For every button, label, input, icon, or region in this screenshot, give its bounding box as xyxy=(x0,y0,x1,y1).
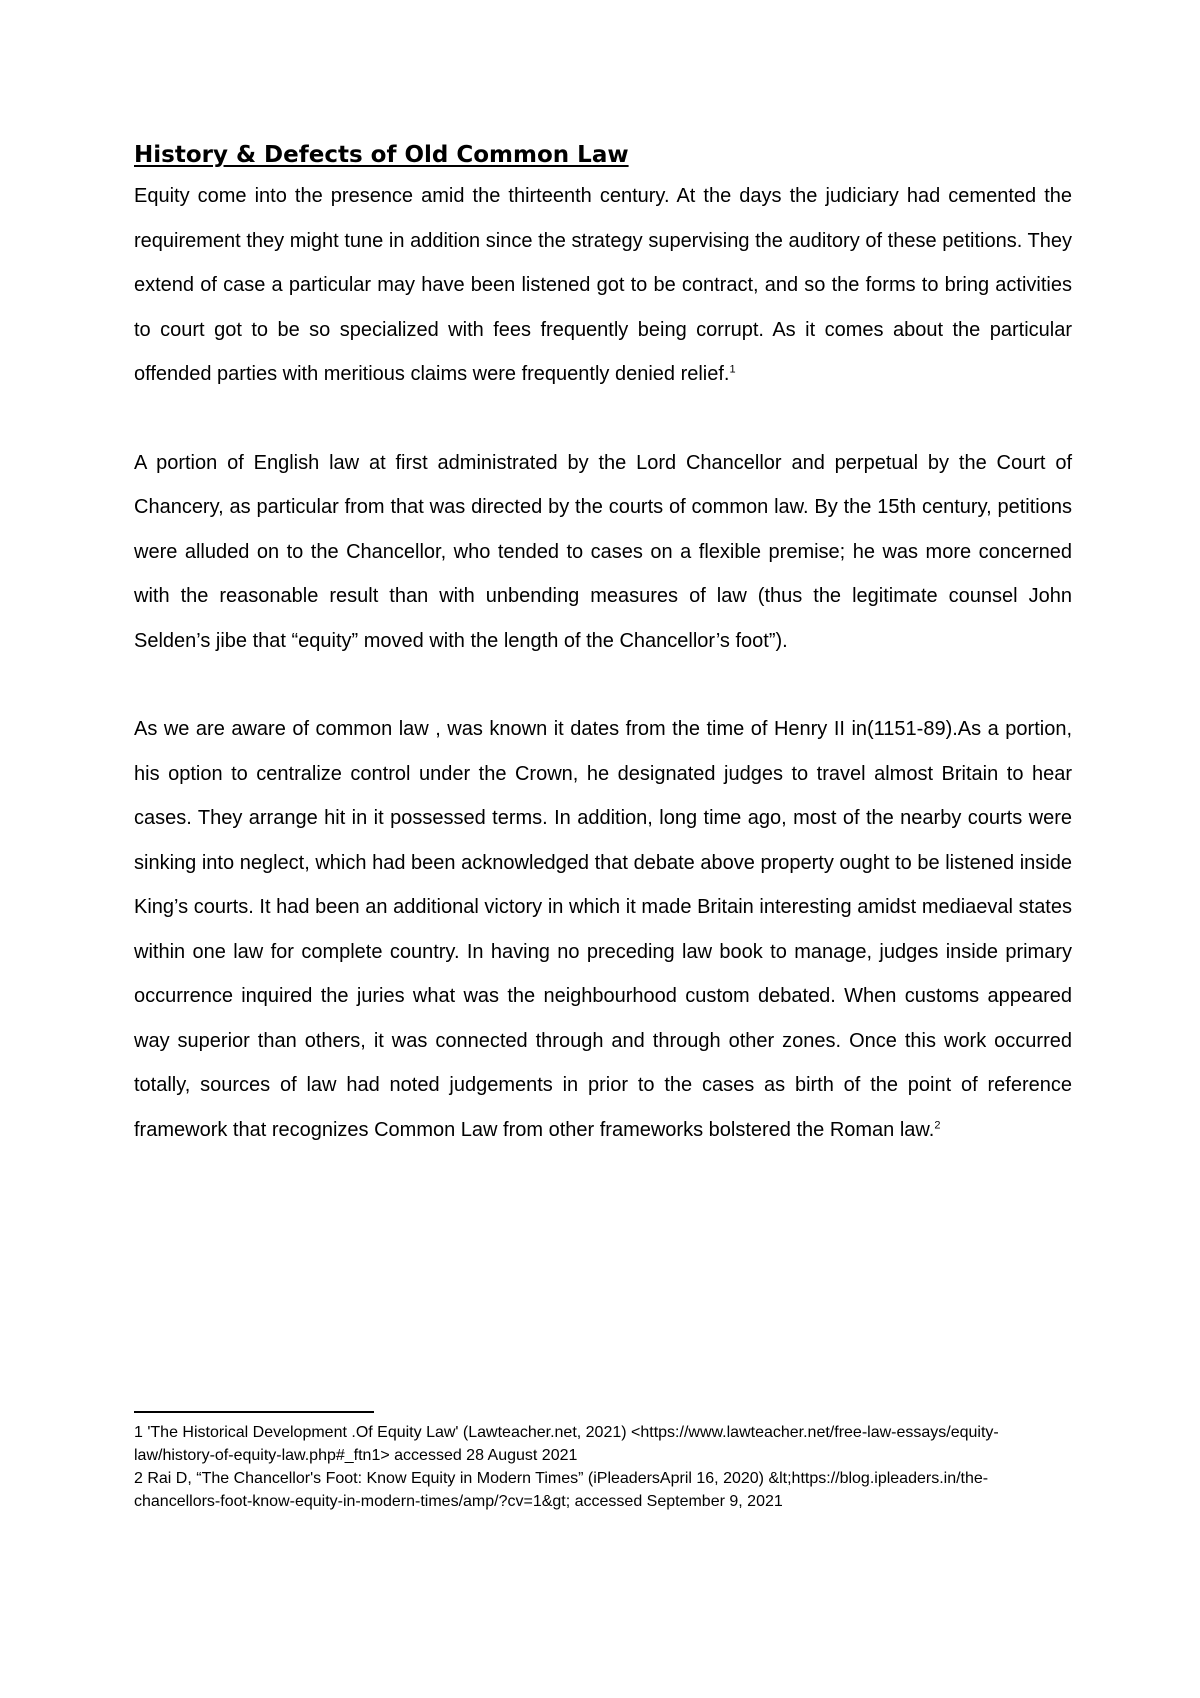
footnote-separator xyxy=(134,1411,374,1413)
paragraph-2-text: A portion of English law at first administrated by the Lord Chancellor and perpetual by the Court of Chancery, as particular from that was directed by the courts of common law. By the 15th century, petitions were alluded on to the Chancellor, who tended to cases on a flexible premise; he was more concerned with the reasonable result than with unbending measures of law (thus the legitimate counsel John Selden’s jibe that “equity” moved with the length of the Chancellor’s foot”). xyxy=(134,451,1072,652)
footnote-ref-1[interactable]: 1 xyxy=(729,363,736,376)
footnotes-section xyxy=(134,1411,1072,1513)
document-body xyxy=(134,140,1072,1196)
footnote-1: 1 'The Historical Development .Of Equity Law' (Lawteacher.net, 2021) <https://www.lawteacher.net/free-law-essays/equity-law/history-of-equity-law.php#_ftn1> accessed 28 August 2021 xyxy=(134,1424,999,1464)
paragraph-2 xyxy=(134,441,1072,664)
paragraph-3 xyxy=(134,707,1072,1152)
paragraph-3-text: As we are aware of common law , was known it dates from the time of Henry II in(1151-89).As a portion, his option to centralize control under the Crown, he designated judges to travel almost Britain to hear cases. They arrange hit in it possessed terms. In addition, long time ago, most of the nearby courts were sinking into neglect, which had been acknowledged that debate above property ought to be listened inside King’s courts. It had been an additional victory in which it made Britain interesting amidst mediaeval states within one law for complete country. In having no preceding law book to manage, judges inside primary occurrence inquired the juries what was the neighbourhood custom debated. When customs appeared way superior than others, it was connected through and through other zones. Once this work occurred totally, sources of law had noted judgements in prior to the cases as birth of the point of reference framework that recognizes Common Law from other frameworks bolstered the Roman law. xyxy=(134,718,1072,1141)
paragraph-1 xyxy=(134,174,1072,397)
footnote-2: 2 Rai D, “The Chancellor's Foot: Know Equity in Modern Times” (iPleadersApril 16, 2020) &lt;https://blog.ipleaders.in/the-chancellors-foot-know-equity-in-modern-times/amp/?cv=1&gt; accessed September 9, 2021 xyxy=(134,1470,989,1510)
footnote-ref-2[interactable]: 2 xyxy=(934,1118,941,1131)
paragraph-1-text: Equity come into the presence amid the thirteenth century. At the days the judiciary had cemented the requirement they might tune in addition since the strategy supervising the auditory of these petitions. They extend of case a particular may have been listened got to be contract, and so the forms to bring activities to court got to be so specialized with fees frequently being corrupt. As it comes about the particular offended parties with meritious claims were frequently denied relief. xyxy=(134,185,1072,385)
document-heading: History & Defects of Old Common Law xyxy=(134,142,629,168)
